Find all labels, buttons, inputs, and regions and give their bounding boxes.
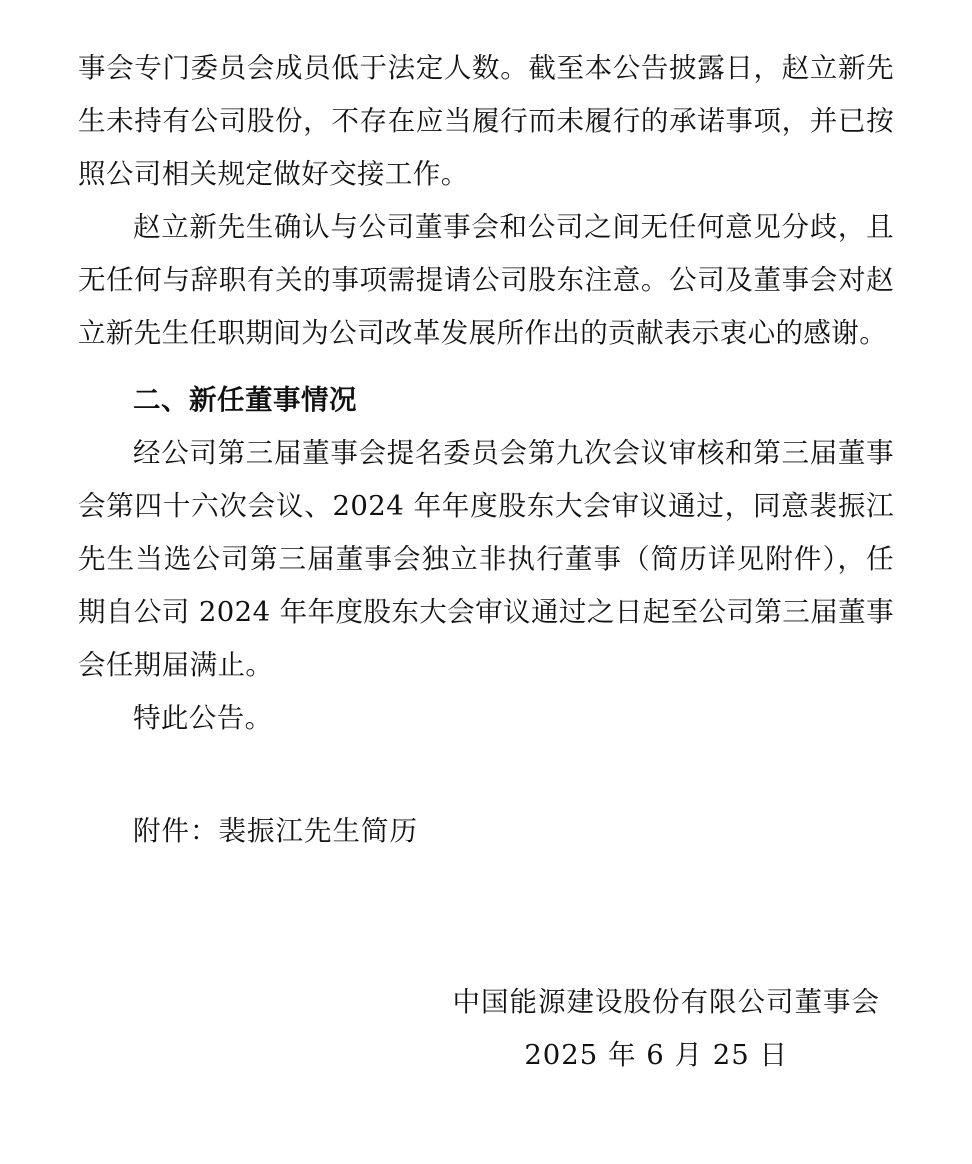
signature-company: 中国能源建设股份有限公司董事会 — [452, 986, 880, 1018]
signature-date: 2025 年 6 月 25 日 — [524, 1039, 788, 1071]
attachment-line: 附件：裴振江先生简历 — [133, 815, 418, 847]
spacer — [78, 360, 894, 374]
paragraph-new-director-details: 经公司第三届董事会提名委员会第九次会议审核和第三届董事会第四十六次会议、2024 年年度股东大会审议通过，同意裴振江先生当选公司第三届董事会独立非执行董事（简历详见附件），任期自公司 2024 年年度股东大会审议通过之日起至公司第三届董事会任期届满止。 — [78, 437, 894, 681]
paragraph-resignation-continued: 事会专门委员会成员低于法定人数。截至本公告披露日，赵立新先生未持有公司股份，不存在应当履行而未履行的承诺事项，并已按照公司相关规定做好交接工作。 — [78, 52, 894, 190]
signature-block — [78, 976, 894, 1082]
spacer — [78, 745, 894, 805]
section-heading-new-director: 二、新任董事情况 — [133, 384, 357, 416]
paragraph-announcement-close: 特此公告。 — [133, 702, 273, 734]
paragraph-no-disagreement: 赵立新先生确认与公司董事会和公司之间无任何意见分歧，且无任何与辞职有关的事项需提请公司股东注意。公司及董事会对赵立新先生任职期间为公司改革发展所作出的贡献表示衷心的感谢。 — [78, 211, 894, 349]
